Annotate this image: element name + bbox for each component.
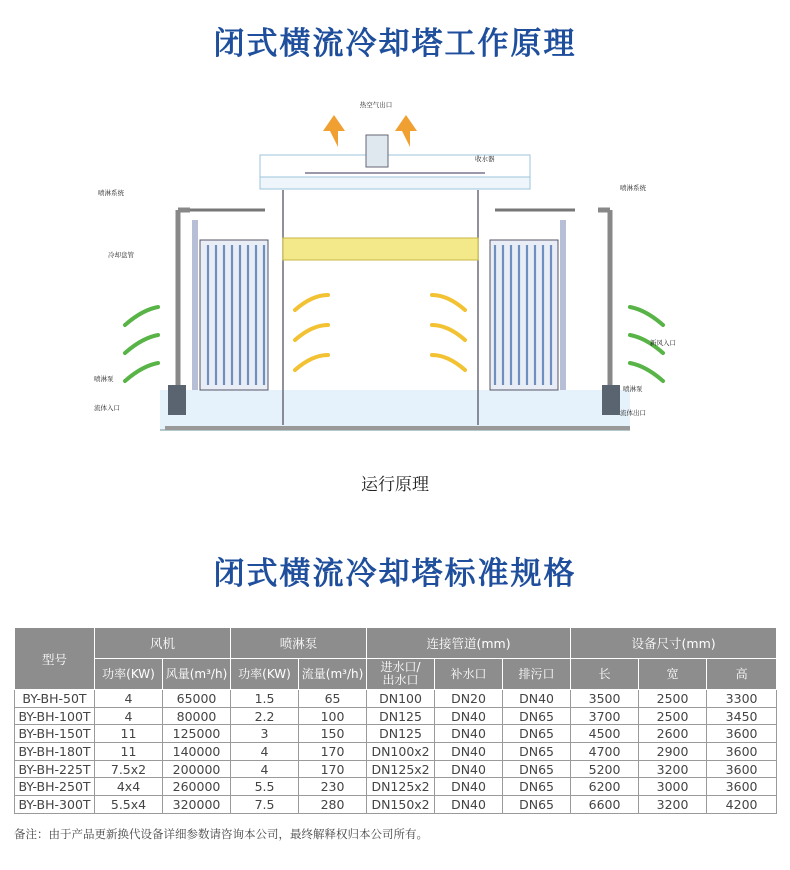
cell: 100 [299,707,367,725]
cell: 11 [95,725,163,743]
cell: DN125x2 [367,760,435,778]
cell: 5200 [571,760,639,778]
subheader-inlet-outlet-line2: 出水口 [382,673,419,687]
section-title: 闭式横流冷却塔标准规格 [213,556,577,592]
page-title: 闭式横流冷却塔工作原理 [213,26,577,62]
cell: 1.5 [231,690,299,708]
subheader-length: 长 [571,659,639,690]
cell: DN125 [367,707,435,725]
cell-model: BY-BH-300T [15,796,95,814]
cell: 4700 [571,743,639,761]
cell: DN150x2 [367,796,435,814]
cell: DN65 [503,760,571,778]
subheader-width: 宽 [639,659,707,690]
cell: 3300 [707,690,777,708]
cell: DN40 [435,743,503,761]
cell: DN40 [435,796,503,814]
table-row [15,796,777,814]
cell: 3700 [571,707,639,725]
subheader-pump-power: 功率(KW) [231,659,299,690]
cell: 4 [95,690,163,708]
cell: DN20 [435,690,503,708]
spray-pump-right [602,385,620,415]
cell: DN65 [503,743,571,761]
footnote: 备注：由于产品更新换代设备详细参数请咨询本公司，最终解释权归本公司所有。 [14,827,428,841]
label-cooling-coil: 冷却盘管 [108,251,134,259]
label-water-collector: 收水器 [475,155,495,163]
cell: 65 [299,690,367,708]
cell: DN40 [435,778,503,796]
cell: 3600 [707,778,777,796]
cell: 3600 [707,760,777,778]
cell: 11 [95,743,163,761]
fan-motor-icon [366,135,388,167]
water-collector [283,238,478,260]
table-row [15,707,777,725]
cell: 140000 [163,743,231,761]
label-fresh-air-inlet: 新风入口 [650,339,676,347]
subheader-inlet-outlet-line1: 进水口/ [380,660,421,674]
cell-model: BY-BH-180T [15,743,95,761]
cell: 3600 [707,725,777,743]
subheader-drain: 排污口 [503,659,571,690]
cell: DN65 [503,707,571,725]
cell: 280 [299,796,367,814]
cell: 2.2 [231,707,299,725]
cell: 125000 [163,725,231,743]
label-fluid-inlet: 流体入口 [94,404,120,412]
header-pump: 喷淋泵 [231,628,367,659]
cell: 2500 [639,707,707,725]
cell-model: BY-BH-100T [15,707,95,725]
cell: DN40 [435,760,503,778]
label-hot-air-outlet: 热空气出口 [359,101,393,109]
cell: 5.5 [231,778,299,796]
cell: DN100 [367,690,435,708]
cell: DN125x2 [367,778,435,796]
subheader-height: 高 [707,659,777,690]
header-model: 型号 [15,628,95,690]
cell: 320000 [163,796,231,814]
cell: 3500 [571,690,639,708]
cell: 80000 [163,707,231,725]
subheader-pump-flow: 流量(m³/h) [299,659,367,690]
cell: DN40 [503,690,571,708]
cell: 6200 [571,778,639,796]
cell: 3600 [707,743,777,761]
cell: DN65 [503,778,571,796]
header-fan: 风机 [95,628,231,659]
subheader-fan-power: 功率(KW) [95,659,163,690]
cell: 7.5 [231,796,299,814]
header-size: 设备尺寸(mm) [571,628,777,659]
cell: 3450 [707,707,777,725]
subheader-makeup: 补水口 [435,659,503,690]
cell: DN125 [367,725,435,743]
cell: DN65 [503,725,571,743]
cooling-coil-right [490,240,558,390]
label-fluid-outlet: 流体出口 [620,409,646,417]
cell: DN40 [435,707,503,725]
table-row [15,778,777,796]
cell: 65000 [163,690,231,708]
cell: DN100x2 [367,743,435,761]
hot-air-arrow-icon [395,115,417,147]
warm-air-arrow-icon [295,295,328,310]
table-row [15,725,777,743]
spec-table [14,627,777,814]
cell: 2900 [639,743,707,761]
cell: 170 [299,760,367,778]
cell: 170 [299,743,367,761]
cell: 4200 [707,796,777,814]
cell: 4 [231,760,299,778]
label-spray-system-left: 喷淋系统 [98,189,124,197]
cell: 2500 [639,690,707,708]
cell: 3200 [639,796,707,814]
cell: 3 [231,725,299,743]
working-principle-diagram [90,95,700,455]
cell: 4 [95,707,163,725]
table-row [15,690,777,708]
hot-air-arrow-icon [323,115,345,147]
cell: 2600 [639,725,707,743]
cell-model: BY-BH-250T [15,778,95,796]
cell: 4 [231,743,299,761]
cell: 200000 [163,760,231,778]
cell: DN40 [435,725,503,743]
header-pipes: 连接管道(mm) [367,628,571,659]
label-spray-pump-left: 喷淋泵 [94,375,114,383]
cell: 230 [299,778,367,796]
spray-pump-left [168,385,186,415]
cell-model: BY-BH-50T [15,690,95,708]
cooling-coil-left [200,240,268,390]
table-row [15,760,777,778]
spec-table-container [14,627,776,814]
subheader-fan-airflow: 风量(m³/h) [163,659,231,690]
cell: 5.5x4 [95,796,163,814]
cell: 4x4 [95,778,163,796]
cell: 150 [299,725,367,743]
fresh-air-arrow-icon [125,307,158,325]
cell: 260000 [163,778,231,796]
cell-model: BY-BH-225T [15,760,95,778]
cell: 4500 [571,725,639,743]
cell: DN65 [503,796,571,814]
diagram-caption: 运行原理 [361,475,429,495]
subheader-inlet-outlet [367,659,435,690]
cell: 6600 [571,796,639,814]
table-row [15,743,777,761]
cell: 3000 [639,778,707,796]
cell-model: BY-BH-150T [15,725,95,743]
label-spray-system-right: 喷淋系统 [620,184,646,192]
water-basin [160,390,630,430]
cell: 7.5x2 [95,760,163,778]
cell: 3200 [639,760,707,778]
label-spray-pump-right: 喷淋泵 [623,385,643,393]
